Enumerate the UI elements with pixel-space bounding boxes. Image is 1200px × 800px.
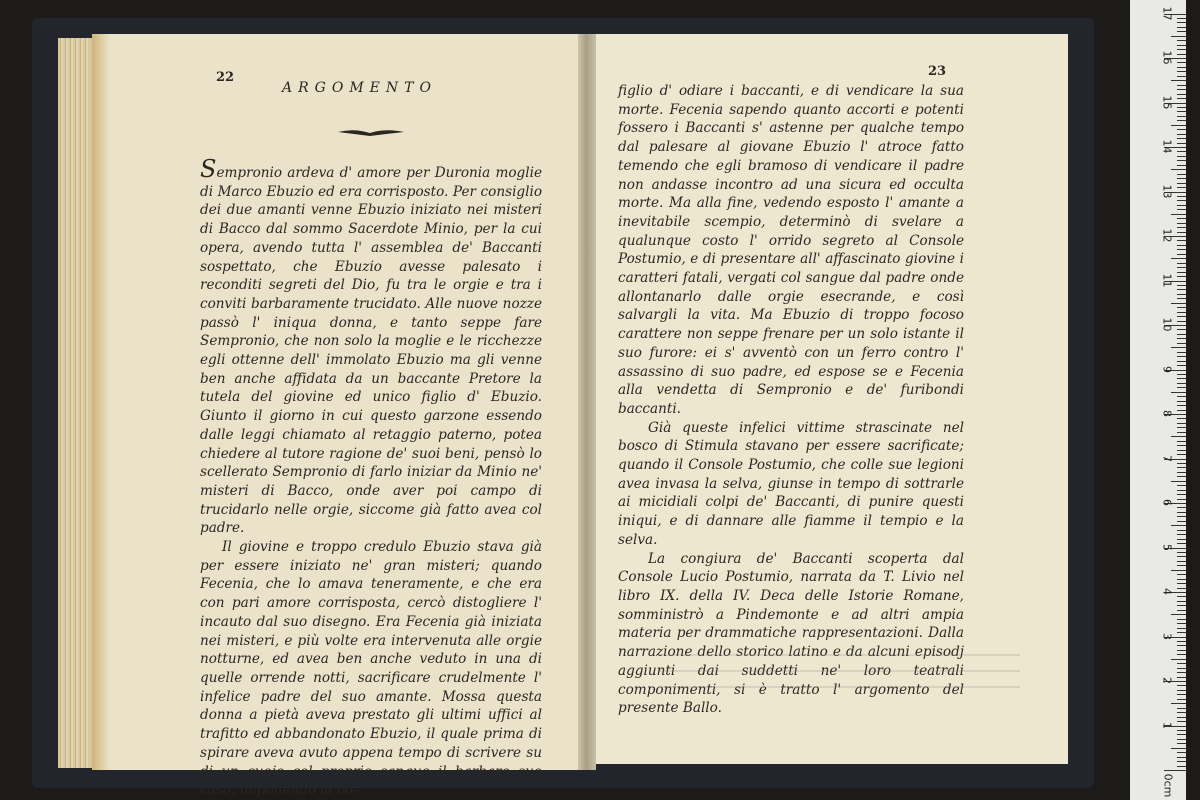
ruler-tick [1177,76,1186,77]
ruler-tick [1164,770,1186,771]
ruler-number: 16 [1160,50,1174,65]
ruler-tick [1171,481,1186,482]
ruler-tick [1177,521,1186,522]
ruler-tick [1177,245,1186,246]
ruler-tick [1177,321,1186,322]
left-page-text [200,155,542,800]
ruler-tick [1171,570,1186,571]
ruler-tick [1177,396,1186,397]
ruler-tick [1177,249,1186,250]
ruler-tick [1171,347,1186,348]
ruler-tick [1177,445,1186,446]
ruler-tick [1177,378,1186,379]
ruler-tick [1177,174,1186,175]
ruler-tick [1177,721,1186,722]
ruler-tick [1177,67,1186,68]
ruler-tick [1177,285,1186,286]
drop-capital: S [200,155,217,183]
ruler-tick [1177,116,1186,117]
ruler-tick [1177,54,1186,55]
ruler-tick [1177,579,1186,580]
page-heading: ARGOMENTO [282,80,437,96]
ruler-tick [1177,232,1186,233]
ruler-tick [1171,303,1186,304]
ruler-tick [1177,476,1186,477]
ruler-tick [1177,240,1186,241]
ruler-tick [1177,289,1186,290]
ruler-number: 6 [1160,499,1174,506]
ruler-tick [1177,717,1186,718]
ruler-tick [1177,467,1186,468]
ruler-tick [1177,739,1186,740]
ruler-tick [1171,703,1186,704]
ruler-tick [1177,31,1186,32]
ruler-tick [1177,427,1186,428]
ruler-tick [1177,663,1186,664]
ruler-tick [1177,441,1186,442]
ruler-tick [1177,507,1186,508]
page-stain [92,34,110,770]
book-gutter [578,34,596,770]
ruler-tick [1177,187,1186,188]
ruler-tick [1171,748,1186,749]
ruler-tick [1177,129,1186,130]
ruler-tick [1177,387,1186,388]
ruler-tick [1177,263,1186,264]
ruler-tick [1177,178,1186,179]
ruler-tick [1177,196,1186,197]
ruler-tick [1177,45,1186,46]
ruler-tick [1177,734,1186,735]
ruler-tick [1177,512,1186,513]
ruler-tick [1177,632,1186,633]
ruler-tick [1177,694,1186,695]
ruler-tick [1177,601,1186,602]
ruler-tick [1171,659,1186,660]
ruler-tick [1177,534,1186,535]
ruler-tick [1177,766,1186,767]
page-edges [58,38,96,768]
paragraph-4: Già queste infelici vittime strascinate nel bosco di Stimula stavano per essere sacrificate; quando il Console Postumio, che colle sue legioni avea invasa la selva, giunse in tempo di sottrarle ai micidiali colpi de' Baccanti, di punire questi iniqui, e di dannare alle fiamme il tempio e la selva. [618,419,964,548]
ruler-tick [1171,125,1186,126]
ruler-number: 2 [1160,677,1174,684]
ruler-number: 10 [1160,317,1174,332]
ruler-tick [1177,218,1186,219]
ruler-tick [1177,450,1186,451]
ruler-number: 8 [1160,410,1174,417]
ruler-tick [1177,628,1186,629]
ruler-tick [1177,165,1186,166]
ruler-tick [1171,392,1186,393]
ruler-tick [1177,22,1186,23]
ruler-number: 13 [1160,184,1174,198]
ruler-tick [1177,160,1186,161]
ruler-tick [1177,708,1186,709]
ruler-number: 3 [1160,632,1174,640]
ruler-tick [1177,307,1186,308]
ruler-tick [1177,183,1186,184]
ruler-tick [1177,151,1186,152]
ruler-tick [1177,62,1186,63]
ruler-tick [1177,18,1186,19]
ruler-tick [1177,49,1186,50]
page-number-left: 22 [216,70,235,85]
ruler-tick [1177,730,1186,731]
ruler-tick [1177,432,1186,433]
ruler-tick [1177,650,1186,651]
paragraph-5: La congiura de' Baccanti scoperta dal Console Lucio Postumio, narrata da T. Livio nel libro IX. della IV. Deca delle Istorie Romane, somministrò a Pindemonte e ad altri ampia materia per drammatiche rappresentazioni. Dalla narrazione dello storico latino e da alcuni episodj aggiunti dai suddetti ne' loro teatrali componimenti, si è tratto l' argomento del presente Ballo. [618,550,964,717]
ruler-tick [1177,423,1186,424]
ruler-tick [1177,343,1186,344]
ruler-tick [1177,316,1186,317]
ruler-tick [1177,71,1186,72]
ruler-number: 17 [1160,6,1174,20]
ruler-tick [1177,200,1186,201]
ruler-tick [1177,712,1186,713]
ruler-tick [1177,272,1186,273]
ruler-tick [1177,561,1186,562]
ruler-tick [1177,143,1186,144]
ruler-tick [1177,677,1186,678]
ruler-tick [1177,530,1186,531]
ruler-tick [1177,294,1186,295]
ruler-tick [1177,668,1186,669]
ruler-number: 12 [1160,228,1174,243]
ruler-tick [1177,472,1186,473]
ruler-tick [1177,401,1186,402]
ruler-tick [1177,405,1186,406]
ruler-tick [1177,352,1186,353]
ruler-tick [1177,619,1186,620]
ruler-tick [1177,494,1186,495]
page-number-right: 23 [928,64,947,79]
ruler-tick [1177,267,1186,268]
ruler-tick [1171,258,1186,259]
ruler-tick [1177,138,1186,139]
ruler-tick [1177,539,1186,540]
ruler-tick [1177,690,1186,691]
measuring-ruler [1130,0,1186,800]
ruler-tick [1177,543,1186,544]
ruler-tick [1177,645,1186,646]
ruler-tick [1177,338,1186,339]
ruler-tick [1177,641,1186,642]
ruler-unit-label: 0cm [1161,773,1175,798]
ruler-tick [1177,574,1186,575]
ruler-tick [1177,583,1186,584]
ruler-tick [1171,525,1186,526]
ruler-tick [1177,361,1186,362]
ruler-tick [1177,418,1186,419]
ruler-tick [1177,223,1186,224]
ruler-tick [1177,85,1186,86]
ruler-tick [1177,752,1186,753]
ruler-tick [1177,120,1186,121]
ruler-number: 5 [1160,543,1174,551]
ruler-tick [1177,40,1186,41]
ruler-tick [1177,757,1186,758]
ruler-tick [1177,383,1186,384]
ruler-tick [1171,436,1186,437]
ruler-tick [1177,374,1186,375]
ruler-tick [1177,485,1186,486]
ruler-tick [1177,596,1186,597]
ruler-tick [1177,463,1186,464]
ruler-tick [1171,169,1186,170]
ruler-tick [1177,552,1186,553]
ruler-tick [1177,365,1186,366]
ruler-tick [1177,98,1186,99]
ruler-tick [1177,156,1186,157]
ruler-tick [1177,334,1186,335]
ruler-tick [1177,490,1186,491]
ruler-tick [1177,761,1186,762]
right-page-text [618,82,964,718]
ruler-tick [1177,556,1186,557]
ruler-tick [1177,89,1186,90]
ruler-tick [1177,94,1186,95]
ruler-tick [1177,227,1186,228]
ruler-tick [1177,516,1186,517]
ruler-tick [1171,214,1186,215]
ruler-tick [1177,743,1186,744]
ruler-tick [1177,588,1186,589]
paragraph-1: Sempronio ardeva d' amore per Duronia moglie di Marco Ebuzio ed era corrisposto. Per consiglio dei due amanti venne Ebuzio iniziato nei misteri di Bacco dal sommo Sacerdote Minio, per la cui opera, avendo tutta l' assemblea de' Baccanti sospettato, che Ebuzio avesse palesato i reconditi segreti del Dio, fu tra le orgie e tra i conviti barbaramente trucidato. Alle nuove nozze passò l' iniqua donna, e tanto seppe fare Sempronio, che non solo la moglie e le ricchezze egli ottenne dell' immolato Ebuzio ma gli venne ben anche affidata da un baccante Pretore la tutela del giovine ed unico figlio d' Ebuzio. Giunto il giorno in cui questo garzone essendo dalle leggi chiamato al retaggio paterno, potea chiedere al tutore ragione de' suoi beni, pensò lo scellerato Sempronio di farlo iniziar da Minio ne' misteri di Bacco, onde aver poi campo di trucidarlo nelle orgie, siccome già fatto avea col padre. [200,155,542,537]
ruler-number: 7 [1160,454,1174,462]
ruler-tick [1177,27,1186,28]
left-page [92,34,584,799]
ruler-number: 4 [1160,588,1174,595]
ruler-tick [1177,699,1186,700]
ruler-tick [1177,410,1186,411]
ruler-tick [1171,614,1186,615]
ruler-tick [1177,134,1186,135]
ruler-tick [1171,36,1186,37]
ruler-number: 9 [1160,365,1174,373]
ruler-tick [1177,254,1186,255]
ruler-tick [1177,499,1186,500]
ruler-tick [1177,672,1186,673]
ruler-number: 11 [1160,273,1174,287]
ruler-tick [1177,605,1186,606]
ruler-tick [1171,80,1186,81]
paragraph-3: figlio d' odiare i baccanti, e di vendicare la sua morte. Fecenia sapendo quanto accorti e potenti fossero i Baccanti s' astenne per qualche tempo dal palesare al giovane Ebuzio l' atroce fatto temendo che egli bramoso di vendicare il padre non andasse incontro ad una sicura ed occulta morte. Ma alla fine, vedendo esposto l' amante a inevitabile scempio, determinò di svelare a qualunque costo l' orrido segreto al Console Postumio, e di presentare all' affascinato giovine i caratteri fatali, vergati col sangue dal padre onde allontanarlo dalle orgie esecrande, e così salvargli la vita. Ma Ebuzio di troppo focoso carattere non seppe frenare per un solo istante il suo furore: ei s' avventò con un ferro contro l' assassino di suo padre, ed espose se e Fecenia alla vendetta di Sempronio e de' furibondi baccanti. [618,83,964,417]
ruler-tick [1177,276,1186,277]
ruler-number: 14 [1160,139,1174,154]
ruler-tick [1177,111,1186,112]
ruler-tick [1177,356,1186,357]
ruler-tick [1177,654,1186,655]
ruler-number: 15 [1160,95,1174,109]
ruler-tick [1177,312,1186,313]
bleed-through-text [660,640,1020,720]
paragraph-2: Il giovine e troppo credulo Ebuzio stava già per essere iniziato ne' gran misteri; quando Fecenia, che lo amava teneramente, e che era con pari amore corrisposta, cercò distoglierе l' incauto dal suo disegno. Era Fecenia già iniziata nei misteri, e più volte era intervenuta alle orgie notturne, ed avea ben anche veduto in una di quelle orrende notti, sacrificare crudelmente l' infelice padre del suo amante. Mossa questa donna a pietà aveva prestato gli ultimi uffici al trafitto ed abbandonato Ebuzio, il quale prima di spirare aveva avuto appena tempo di scrivere su di un cuojo col proprio sangue il barbaro suo caso, imponendo al co- [200,539,542,799]
ruler-tick [1177,610,1186,611]
ruler-tick [1177,298,1186,299]
ruler-tick [1177,205,1186,206]
ruler-tick [1177,329,1186,330]
ruler-tick [1177,685,1186,686]
ruler-number: 1 [1160,721,1174,729]
ruler-tick [1177,209,1186,210]
ornament-divider [336,124,406,140]
ruler-tick [1177,623,1186,624]
ruler-tick [1177,565,1186,566]
ruler-tick [1177,454,1186,455]
ruler-tick [1177,107,1186,108]
